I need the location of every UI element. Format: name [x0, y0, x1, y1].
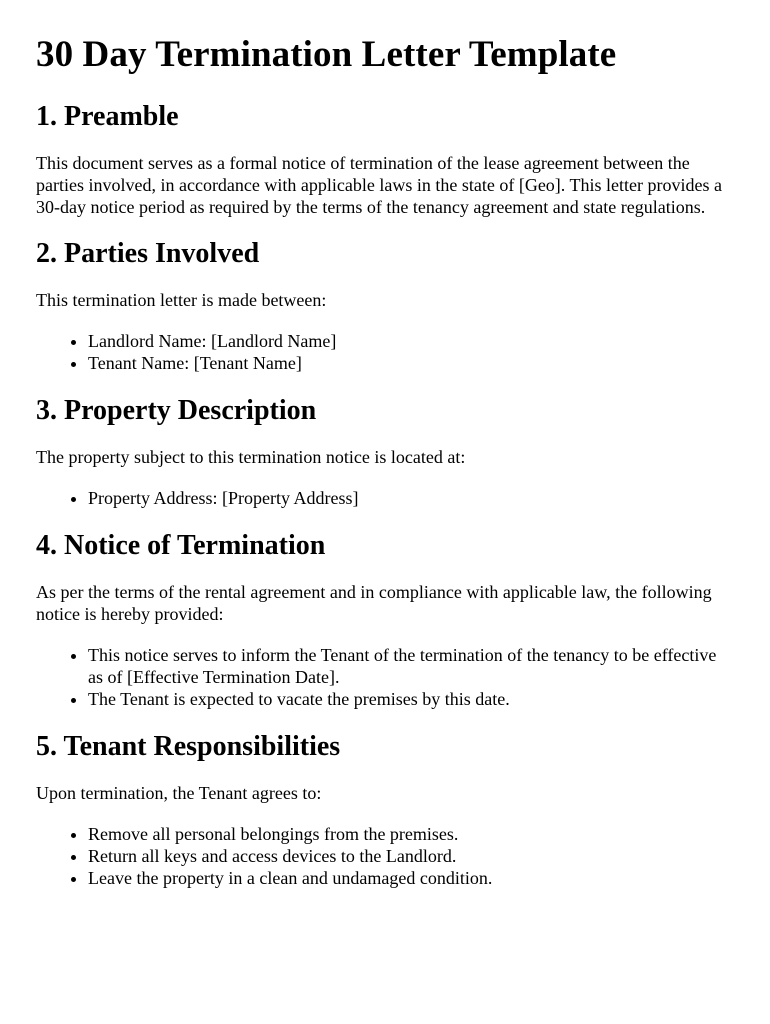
section-paragraph: As per the terms of the rental agreement and in compliance with applicable law, the following notice is hereby provided:	[36, 582, 712, 624]
section-heading: 3. Property Description	[36, 395, 317, 426]
section-paragraph: This document serves as a formal notice of termination of the lease agreement between the parties involved, in accordance with applicable laws in the state of [Geo]. This letter provides a 30-day notice period as required by the terms of the tenancy agreement and state regulations.	[36, 153, 722, 217]
section-heading: 1. Preamble	[36, 101, 179, 132]
section-heading: 2. Parties Involved	[36, 238, 260, 269]
section-heading: 4. Notice of Termination	[36, 530, 326, 561]
section-preamble	[36, 100, 734, 218]
section-parties-involved	[36, 237, 734, 374]
bullet-list	[36, 644, 734, 710]
section-paragraph: Upon termination, the Tenant agrees to:	[36, 783, 322, 803]
list-item: • Leave the property in a clean and undamaged condition.	[88, 867, 734, 889]
section-tenant-responsibilities	[36, 730, 734, 889]
section-heading: 5. Tenant Responsibilities	[36, 731, 341, 762]
bullet-list	[36, 487, 734, 509]
list-item: • Tenant Name: [Tenant Name]	[88, 352, 734, 374]
list-item: • Remove all personal belongings from the premises.	[88, 823, 734, 845]
section-paragraph: The property subject to this termination notice is located at:	[36, 447, 466, 467]
section-property-description	[36, 394, 734, 509]
list-item: • This notice serves to inform the Tenant of the termination of the tenancy to be effective as of [Effective Termination Date].	[88, 644, 734, 688]
list-item: • Return all keys and access devices to the Landlord.	[88, 845, 734, 867]
list-item: • Landlord Name: [Landlord Name]	[88, 330, 734, 352]
list-item: • Property Address: [Property Address]	[88, 487, 734, 509]
bullet-list	[36, 330, 734, 374]
document-title: 30 Day Termination Letter Template	[36, 34, 617, 75]
bullet-list	[36, 823, 734, 889]
section-notice-of-termination	[36, 529, 734, 710]
section-paragraph: This termination letter is made between:	[36, 290, 327, 310]
list-item: • The Tenant is expected to vacate the premises by this date.	[88, 688, 734, 710]
